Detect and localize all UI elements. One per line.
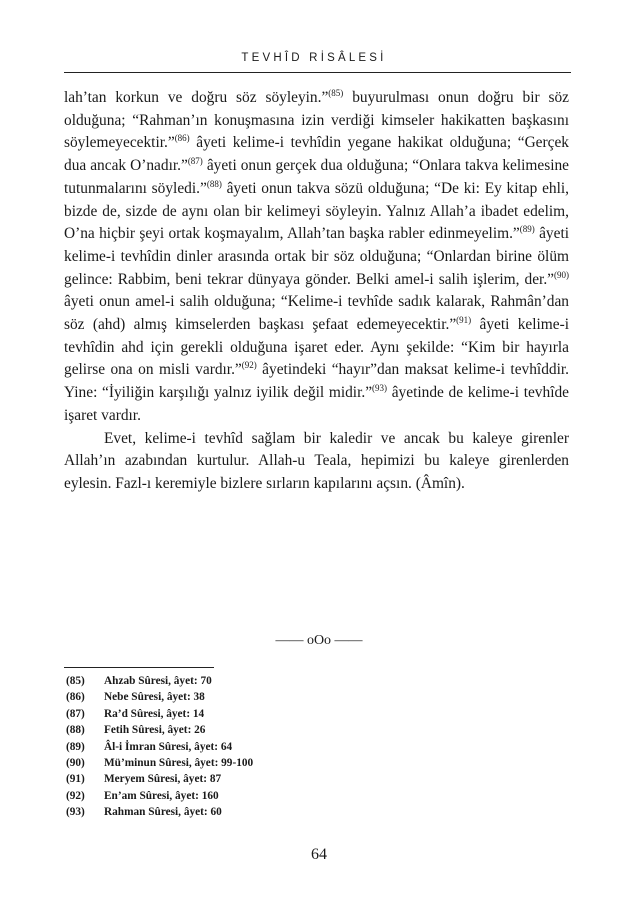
footnote-item [66,771,386,787]
footnote-ref: (85) [328,88,344,98]
footnotes-list [66,673,386,821]
footnote-number: (87) [66,707,85,720]
text-run: âyetinde de kelime-i tevhîde işaret vardır. [64,384,569,424]
footnote-text: Ra’d Sûresi, âyet: 14 [104,707,205,720]
footnote-text: Rahman Sûresi, âyet: 60 [104,806,222,819]
footnote-ref: (91) [456,315,472,326]
text-run: âyeti onun takva sözü olduğuna; “De ki: Ey kitap ehli, bizde de, sizde de aynı olan bir kelimeyi söyleyin. Yalnız Allah’a ibadet edelim, O’na hiçbir şeyi ortak koşmayalım, Allah’tan başka rabler edinmeyelim.” [64,179,570,243]
footnote-text: Meryem Sûresi, âyet: 87 [104,773,222,786]
footnote-rule [64,667,214,668]
footnote-ref: (88) [206,178,222,189]
footnote-ref: (90) [554,269,569,280]
paragraph [64,87,569,428]
footnote-text: Mü’minun Sûresi, âyet: 99-100 [104,757,254,770]
footnote-item [66,804,386,820]
section-separator: —— oOo —— [275,633,363,648]
footnote-item [66,689,386,705]
footnote-number: (92) [66,789,85,802]
footnote-ref: (87) [187,156,203,167]
text-run: âyeti onun gerçek dua olduğuna; “Onlara takva kelimesine tutunmalarını söyledi.” [64,157,570,197]
header-rule [64,72,571,73]
footnote-ref: (93) [372,383,388,394]
text-run: âyeti kelime-i tevhîdin dinler arasında ortak bir söz olduğuna; “Onlardan birine ölüm gelince: Rabbim, beni tekrar dünyaya gönder. Belki amel-i salih işlerim, der.” [64,225,569,288]
running-title: TEVHÎD RİSÂLESİ [241,52,387,64]
footnote-item [66,706,386,722]
footnote-text: Nebe Sûresi, âyet: 38 [104,691,205,704]
text-run: Evet, kelime-i tevhîd sağlam bir kaledir ve ancak bu kaleye girenler Allah’ın azabından kurtulur. Allah-u Teala, hepimizi bu kaleye girenlerden eylesin. Fazl-ı keremiyle bizlere sırların kapılarını açsın. (Âmîn). [64,429,569,492]
footnote-text: Fetih Sûresi, âyet: 26 [104,724,206,737]
footnote-number: (90) [66,757,85,770]
footnote-number: (89) [66,740,85,753]
footnote-item [66,739,386,755]
text-run: lah’tan korkun ve doğru söz söyleyin.” [64,89,329,106]
footnote-ref: (92) [241,360,257,371]
footnote-item [66,722,386,738]
text-run: âyeti kelime-i tevhîdin yegane hakikat olduğuna; “Gerçek dua ancak O’nadır.” [64,134,569,175]
footnote-ref: (86) [174,133,190,144]
footnote-number: (93) [66,806,85,819]
page-number: 64 [311,846,327,863]
text-run: âyeti onun amel-i salih olduğuna; “Kelime-i tevhîde sadık kalarak, Rahmân’dan söz (ahd) almış kimselerden başkası şefaat edemeyecektir.” [64,293,569,334]
footnote-item [66,755,386,771]
footnote-number: (88) [66,724,85,737]
text-run: âyetindeki “hayır”dan maksat kelime-i tevhîddir. Yine: “İyiliğin karşılığı yalnız iyilik değil midir.” [64,361,569,402]
footnote-item [66,673,386,689]
footnote-number: (86) [66,691,85,704]
text-run: âyeti kelime-i tevhîdin ahd için gerekli olduğuna işaret eder. Aynı şekilde: “Kim bir hayırla gelirse ona on misli vardır.” [64,316,569,379]
footnote-number: (91) [66,773,85,786]
footnote-text: Ahzab Sûresi, âyet: 70 [104,675,212,687]
footnote-text: Âl-i İmran Sûresi, âyet: 64 [104,740,233,753]
paragraph [64,428,569,496]
footnote-number: (85) [66,675,85,687]
text-run: buyurulması onun doğru bir söz olduğuna; “Rahman’ın konuşmasına izin verdiği kimseler hakikatten başkasını söylemeyecektir.” [64,89,569,152]
footnote-item [66,788,386,804]
footnote-ref: (89) [519,224,535,235]
footnote-text: En’am Sûresi, âyet: 160 [104,789,219,802]
body-text [64,87,569,496]
